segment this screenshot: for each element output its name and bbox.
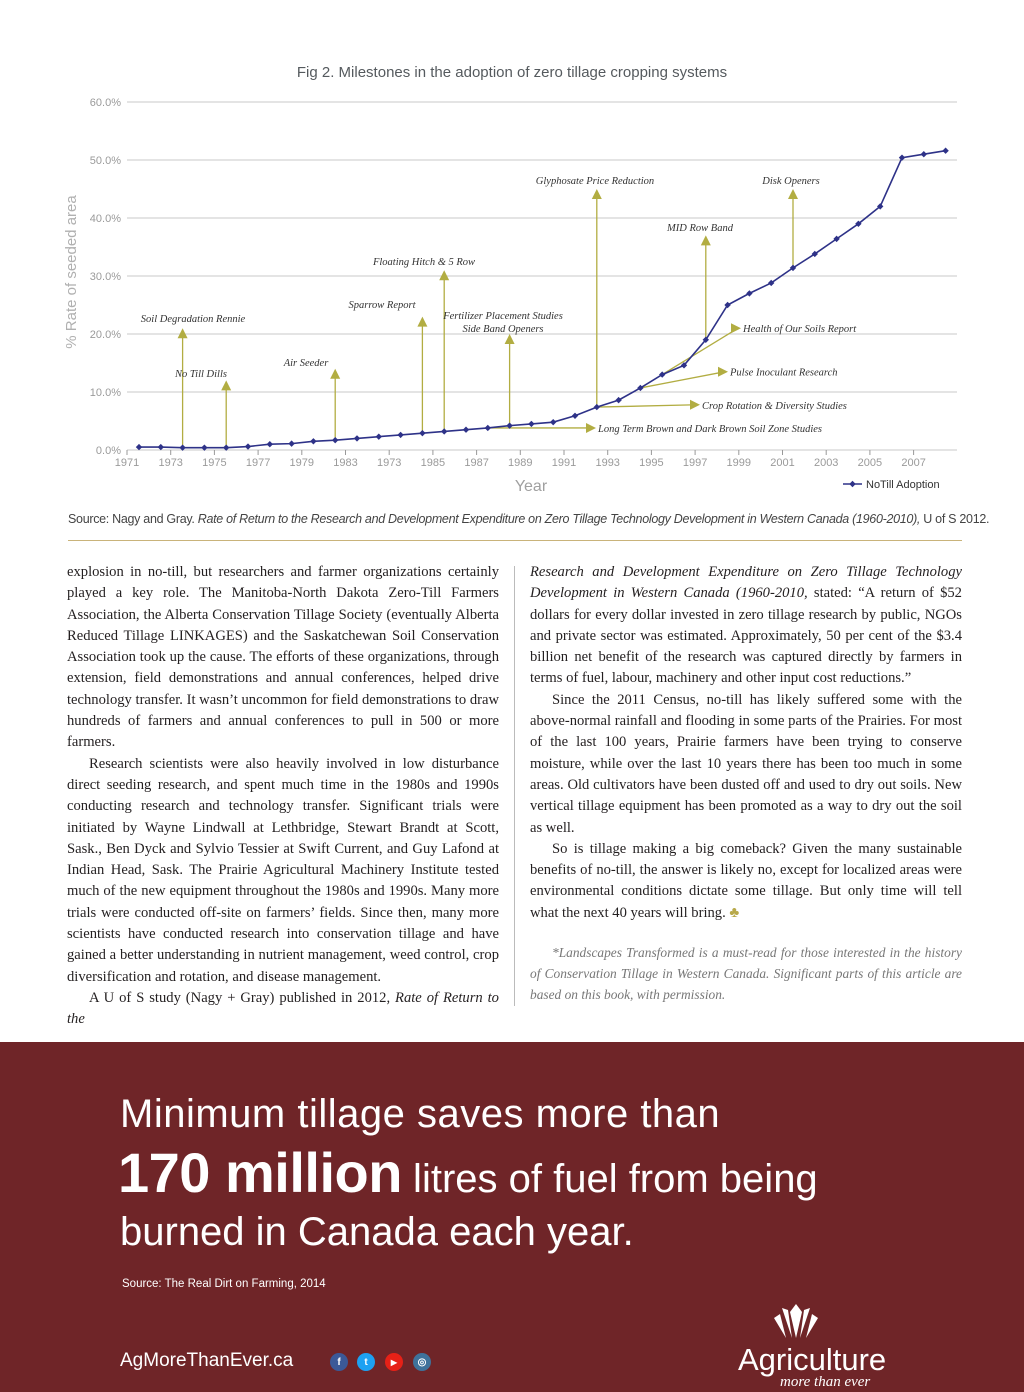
- y-tick-label: 40.0%: [89, 213, 121, 225]
- facebook-icon[interactable]: f: [330, 1353, 348, 1371]
- data-point: [136, 444, 142, 450]
- italic-title: Rate of Return to the: [67, 989, 499, 1028]
- article-column-left: [67, 562, 499, 1031]
- data-point: [594, 404, 600, 410]
- annotation-label: Fertilizer Placement Studies: [443, 311, 563, 322]
- annotation-arrowhead: [505, 334, 515, 344]
- data-point: [615, 397, 621, 403]
- annotation-label: Soil Degradation Rennie: [140, 314, 246, 325]
- footnote-lead: *Landscapes Transformed is: [552, 945, 708, 961]
- annotation-label: Long Term Brown and Dark Brown Soil Zone Studies: [598, 423, 823, 435]
- annotation-arrowhead: [701, 235, 711, 245]
- y-tick-label: 30.0%: [89, 271, 121, 283]
- agriculture-logo: [738, 1312, 918, 1390]
- annotation-label: Disk Openers: [762, 176, 820, 187]
- footnote-text: a must-read for those interested in the history of Conservation Tillage in Western Canada. Significant parts of this article are based on this book, with permission.: [530, 945, 962, 1003]
- x-tick-label: 2007: [901, 457, 926, 469]
- x-tick-label: 1985: [420, 457, 446, 469]
- article-column-right: [530, 562, 962, 1005]
- annotation-label: Sparrow Report: [348, 300, 416, 311]
- annotation-arrowhead: [718, 367, 728, 377]
- column-divider: [514, 566, 515, 1006]
- data-point: [942, 148, 948, 154]
- data-point: [245, 443, 251, 449]
- annotation-label: Air Seeder: [283, 358, 329, 369]
- text-run: So is tillage making a big comeback? Given the many sustainable benefits of no-till, the answer is likely no, except for localized areas were environmental conditions dictate some tillage. But only time will tell what the next 40 years will bring.: [530, 840, 962, 921]
- text-run: stated: “A return of $52 dollars for every dollar invested in zero tillage research by public, NGOs and private sector was estimated. Approximately, 50 per cent of the $3.4 billion net benefit of the research was captured directly by farmers in terms of fuel, labour, machinery and other input cost reductions.”: [530, 585, 962, 687]
- data-point: [310, 438, 316, 444]
- banner-line-3: burned in Canada each year.: [120, 1210, 634, 1254]
- annotation-line: [662, 328, 738, 374]
- paragraph: Since the 2011 Census, no-till has likely suffered some with the above-normal rainfall and flooding in some parts of the Prairies. For most of the last 100 years, Prairie farmers have been trying to conserve moisture, while over the last 10 years there has been too much in some areas. Old cultivators have been dusted off and used to dry out soils. New vertical tillage equipment has been promoted as a way to dry out the soil as well.: [530, 691, 962, 836]
- annotation-label: Floating Hitch & 5 Row: [372, 257, 476, 268]
- x-tick-label: 1999: [726, 457, 752, 469]
- data-point: [419, 430, 425, 436]
- data-point: [463, 427, 469, 433]
- x-tick-label: 1993: [595, 457, 620, 469]
- annotation-label: Pulse Inoculant Research: [730, 367, 838, 379]
- annotation-arrowhead: [788, 189, 798, 199]
- x-tick-label: 1973: [158, 457, 183, 469]
- data-point: [746, 290, 752, 296]
- data-point: [288, 440, 294, 446]
- youtube-icon[interactable]: ▶: [385, 1353, 403, 1371]
- source-suffix: U of S 2012.: [920, 512, 990, 526]
- data-point: [376, 433, 382, 439]
- paragraph: Research scientists were also heavily involved in low disturbance direct seeding research, and spent much time in the 1980s and 1990s conducting research and technology transfer. Significant trials were initiated by Wayne Lindwall at Lethbridge, Stewart Brandt at Scott, Sask., Ben Dyck and Sylvio Tessier at Swift Current, and Guy Lafond at Indian Head, Sask. The Prairie Agricultural Machinery Institute tested much of the new equipment throughout the 1980s and 1990s. Many more trials were conducted off-site on farmers’ fields. Since then, many more scientists have conducted research into conservation tillage and have gained a better understanding in nutrient management, weed control, crop diversification and rotation, and disease management.: [67, 755, 499, 985]
- legend-marker: [849, 481, 855, 487]
- website-link[interactable]: AgMoreThanEver.ca: [120, 1350, 294, 1371]
- twitter-icon[interactable]: t: [357, 1353, 375, 1371]
- data-point: [485, 425, 491, 431]
- divider-rule: [68, 540, 962, 541]
- x-tick-label: 1979: [289, 457, 315, 469]
- figure-source: [68, 512, 990, 526]
- line-chart: [0, 88, 1024, 508]
- data-point: [528, 421, 534, 427]
- x-tick-label: 1989: [508, 457, 533, 469]
- x-tick-label: 1987: [464, 457, 489, 469]
- x-tick-label: 1995: [639, 457, 664, 469]
- x-tick-label: 1991: [551, 457, 577, 469]
- wheat-leaf-icon: [766, 1304, 826, 1338]
- annotation-arrowhead: [221, 380, 231, 390]
- x-tick-label: 2001: [770, 457, 795, 469]
- footnote: [530, 942, 962, 1005]
- x-tick-label: 1975: [202, 457, 227, 469]
- data-point: [572, 413, 578, 419]
- source-prefix: Source: Nagy and Gray.: [68, 512, 198, 526]
- annotation-arrowhead: [731, 323, 741, 333]
- data-point: [267, 441, 273, 447]
- annotation-arrowhead: [330, 369, 340, 379]
- paragraph: [67, 988, 499, 1031]
- banner-line-2-rest: litres of fuel from being: [401, 1157, 818, 1201]
- logo-tagline: more than ever: [780, 1374, 871, 1390]
- y-tick-label: 60.0%: [89, 97, 121, 109]
- x-tick-label: 2003: [813, 457, 839, 469]
- annotation-arrowhead: [690, 400, 700, 410]
- chart-title: Fig 2. Milestones in the adoption of zero tillage cropping systems: [296, 64, 728, 81]
- banner-big-number: 170 million: [118, 1141, 402, 1204]
- italic-title: Research and Development Expenditure on Zero Tillage Technology Development in Western Canada (1960-2010,: [530, 564, 962, 602]
- x-tick-label: 1983: [333, 457, 358, 469]
- x-tick-label: 2005: [857, 457, 883, 469]
- promo-banner: [0, 1042, 1024, 1392]
- annotation-arrowhead: [586, 423, 596, 433]
- y-tick-label: 10.0%: [89, 387, 121, 399]
- data-point: [441, 428, 447, 434]
- annotation-label: Health of Our Soils Report: [743, 324, 857, 336]
- x-tick-label: 1997: [682, 457, 708, 469]
- y-axis-title: % Rate of seeded area: [63, 195, 80, 349]
- annotation-arrowhead: [439, 270, 449, 280]
- annotation-label: Crop Rotation & Diversity Studies: [702, 400, 847, 412]
- annotation-label: No Till Dills: [175, 369, 227, 380]
- maple-leaf-icon: ♣: [729, 904, 740, 921]
- annotation-arrowhead: [592, 189, 602, 199]
- source-title: Rate of Return to the Research and Development Expenditure on Zero Tillage Technology Development in Western Canada (1960-2010),: [197, 512, 921, 526]
- logo-word: Agriculture: [738, 1342, 887, 1377]
- x-tick-label: 1973: [376, 457, 402, 469]
- legend-label: NoTill Adoption: [866, 479, 940, 491]
- banner-source: Source: The Real Dirt on Farming, 2014: [122, 1278, 326, 1290]
- instagram-icon[interactable]: ◎: [413, 1353, 431, 1371]
- banner-line-1: Minimum tillage saves more than: [120, 1092, 721, 1136]
- data-point: [397, 432, 403, 438]
- paragraph: [530, 839, 962, 924]
- x-axis-title: Year: [514, 478, 548, 495]
- annotation-label: Glyphosate Price Reduction: [535, 176, 655, 187]
- x-tick-label: 1971: [114, 457, 140, 469]
- paragraph: explosion in no-till, but researchers and farmer organizations certainly played a key role. The Manitoba-North Dakota Zero-Till Farmers Association, the Alberta Conservation Tillage Society (eventually Alberta Reduced Tillage LINKAGES) and the Saskatchewan Soil Conservation Association took up the cause. The efforts of these organizations, through extension, field demonstrations and annual conferences, helped drive technology transfer. It wasn’t uncommon for field demonstrations to draw hundreds of farmers and annual conferences to pull in 500 or more farmers.: [67, 564, 499, 751]
- data-point: [354, 435, 360, 441]
- annotation-line: [597, 405, 697, 407]
- annotation-arrowhead: [178, 328, 188, 338]
- annotation-arrowhead: [417, 317, 427, 327]
- annotation-label: MID Row Band: [667, 223, 733, 234]
- data-point: [550, 419, 556, 425]
- annotation-label: Side Band Openers: [462, 324, 544, 335]
- data-point: [921, 151, 927, 157]
- data-point: [158, 444, 164, 450]
- y-tick-label: 20.0%: [89, 329, 121, 341]
- y-tick-label: 0.0%: [95, 445, 121, 457]
- y-tick-label: 50.0%: [89, 155, 121, 167]
- x-tick-label: 1977: [245, 457, 271, 469]
- banner-line-2: [118, 1140, 818, 1205]
- paragraph: [530, 562, 962, 690]
- data-point: [332, 437, 338, 443]
- text-run: A U of S study (Nagy + Gray) published in 2012,: [89, 989, 396, 1006]
